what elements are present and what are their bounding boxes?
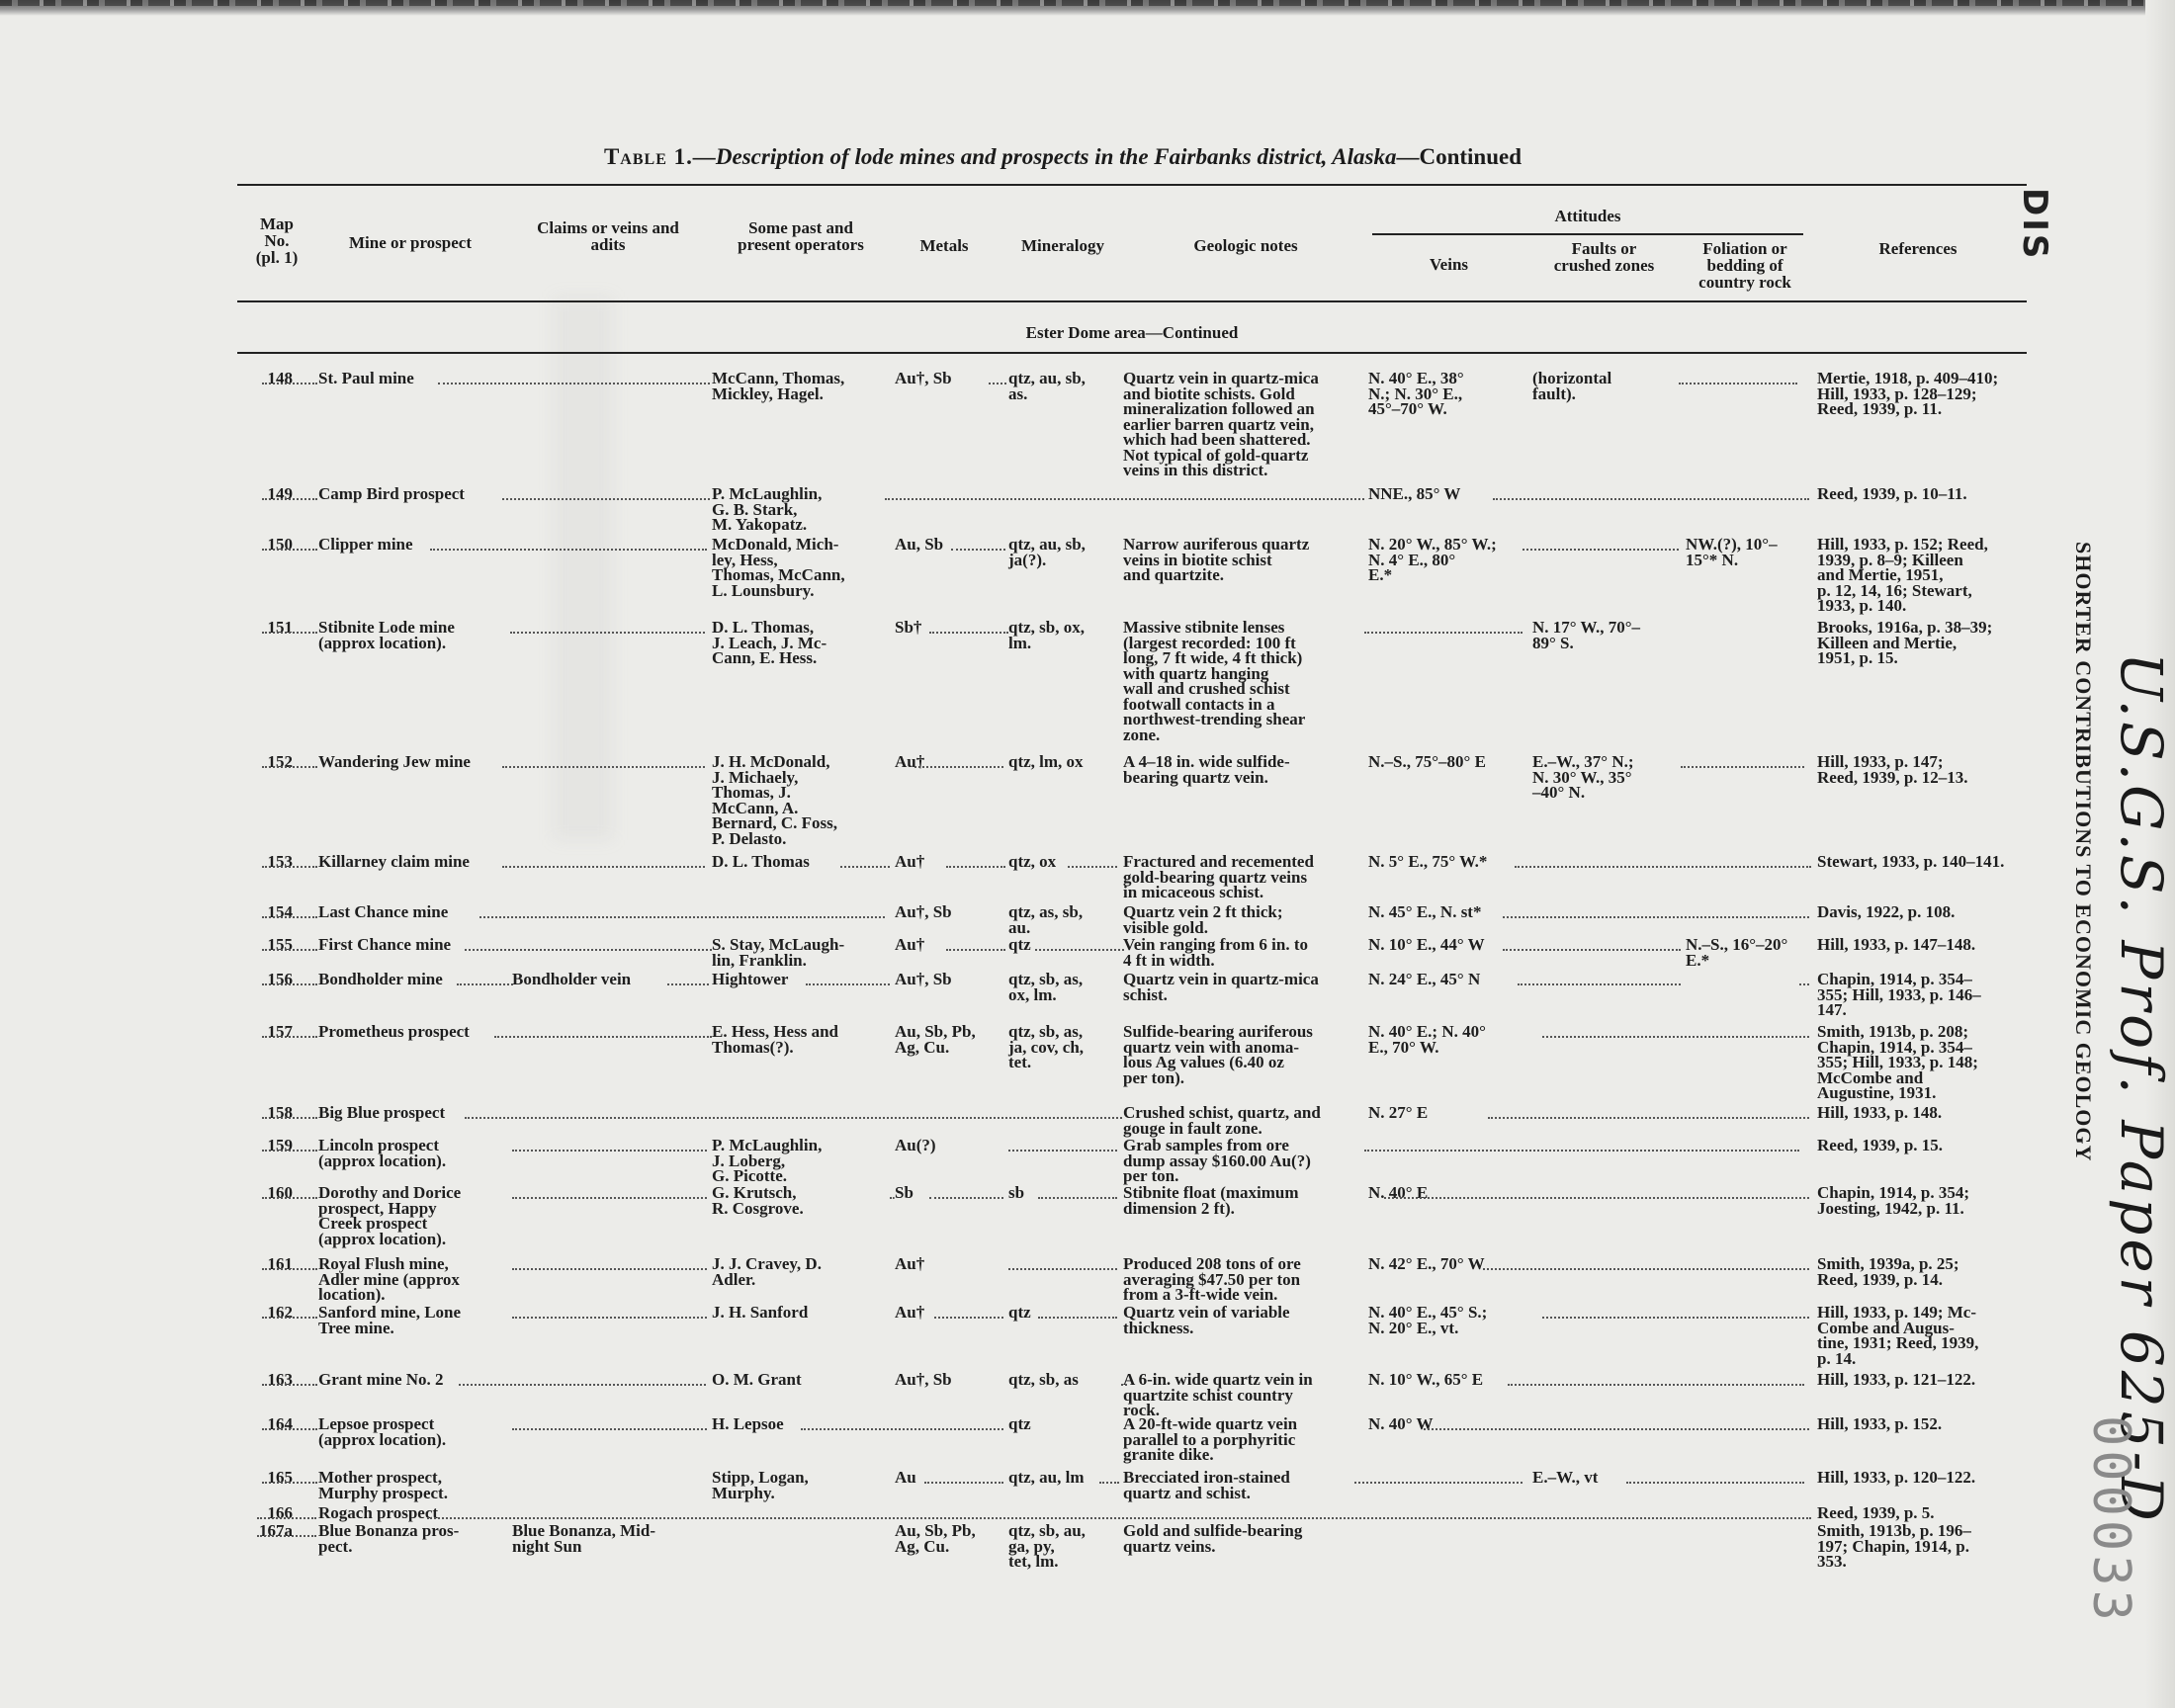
dot-leader xyxy=(502,498,710,500)
dot-leader xyxy=(1038,1197,1117,1199)
cell-mineralogy: qtz, sb, as, ja, cov, ch, tet. xyxy=(1008,1022,1085,1071)
dot-leader xyxy=(929,632,1008,634)
cell-refs: Hill, 1933, p. 148. xyxy=(1817,1103,1943,1122)
cell-refs: Reed, 1939, p. 10–11. xyxy=(1817,484,1967,503)
dot-leader xyxy=(1035,949,1124,951)
cell-operators: Stipp, Logan, Murphy. xyxy=(712,1468,809,1502)
header-claims: Claims or veins and adits xyxy=(537,218,679,254)
dot-leader xyxy=(262,949,317,951)
cell-veins: N. 27° E xyxy=(1368,1103,1429,1122)
cell-no: 156 xyxy=(267,970,293,988)
cell-metals: Au xyxy=(895,1468,916,1487)
table-row xyxy=(0,1022,2175,1102)
cell-metals: Au† xyxy=(895,752,925,771)
cell-operators: D. L. Thomas, J. Leach, J. Mc- Cann, E. Hess. xyxy=(712,618,827,667)
dot-leader xyxy=(262,1150,317,1152)
dot-leader xyxy=(1008,1268,1117,1270)
cell-operators: P. McLaughlin, J. Loberg, G. Picotte. xyxy=(712,1136,823,1185)
dot-leader xyxy=(1515,866,1811,868)
table-row xyxy=(0,1136,2175,1185)
cell-notes: Brecciated iron-stained quartz and schist. xyxy=(1123,1468,1290,1502)
dot-leader xyxy=(1679,383,1797,384)
cell-operators: O. M. Grant xyxy=(712,1370,802,1389)
table-row xyxy=(0,902,2175,937)
cell-veins: N. 40° E xyxy=(1368,1183,1429,1202)
table-row xyxy=(0,535,2175,615)
cell-mineralogy: qtz xyxy=(1008,1303,1031,1322)
dot-leader xyxy=(502,766,705,768)
cell-mineralogy: qtz, sb, as xyxy=(1008,1370,1079,1389)
table-title-prefix: Table 1. xyxy=(603,144,693,169)
dot-leader xyxy=(1008,1150,1117,1152)
dot-leader xyxy=(465,1117,1122,1119)
cell-notes: Vein ranging from 6 in. to 4 ft in width. xyxy=(1123,935,1309,970)
table-row xyxy=(0,1414,2175,1464)
cell-no: 148 xyxy=(267,369,293,387)
dot-leader xyxy=(262,1197,317,1199)
header-attitudes: Attitudes xyxy=(1554,207,1621,225)
cell-notes: Grab samples from ore dump assay $160.00 Au(?) per ton. xyxy=(1123,1136,1311,1185)
dot-leader xyxy=(1503,949,1681,951)
cell-refs: Hill, 1933, p. 152. xyxy=(1817,1414,1943,1433)
cell-metals: Au†, Sb xyxy=(895,369,952,387)
dot-leader xyxy=(494,1036,712,1038)
cell-veins: N. 40° E., 45° S.; N. 20° E., vt. xyxy=(1368,1303,1488,1337)
cell-metals: Au, Sb xyxy=(895,535,944,554)
cell-no: 158 xyxy=(267,1103,293,1122)
cell-refs: Brooks, 1916a, p. 38–39; Killeen and Mertie, 1951, p. 15. xyxy=(1817,618,1993,667)
cell-mine: Sanford mine, Lone Tree mine. xyxy=(318,1303,462,1337)
header-metals: Metals xyxy=(919,236,969,255)
cell-mineralogy: qtz, sb, ox, lm. xyxy=(1008,618,1085,652)
dot-leader xyxy=(262,549,317,551)
cell-refs: Hill, 1933, p. 149; Mc- Combe and Augus- tine, 1931; Reed, 1939, p. 14. xyxy=(1817,1303,1979,1368)
cell-refs: Stewart, 1933, p. 140–141. xyxy=(1817,852,2005,871)
cell-operators: Hightower xyxy=(712,970,789,988)
dot-leader xyxy=(510,632,705,634)
dot-leader xyxy=(929,1197,1003,1199)
dot-leader xyxy=(806,983,890,985)
dot-leader xyxy=(262,866,317,868)
table-row xyxy=(0,1183,2175,1248)
cell-veins: N. 45° E., N. st* xyxy=(1368,902,1482,921)
cell-mine: St. Paul mine xyxy=(318,369,414,387)
dot-leader xyxy=(1424,1428,1809,1430)
dot-leader xyxy=(512,1317,707,1319)
scan-edge-strip xyxy=(0,0,2175,16)
cell-mineralogy: qtz, as, sb, au. xyxy=(1008,902,1084,937)
cell-notes: Gold and sulfide-bearing quartz veins. xyxy=(1123,1521,1303,1556)
cell-notes: Sulfide-bearing auriferous quartz vein with anoma- lous Ag values (6.40 oz per ton). xyxy=(1123,1022,1313,1087)
dot-leader xyxy=(457,983,513,985)
dot-leader xyxy=(1508,1384,1804,1386)
header-geologic-notes: Geologic notes xyxy=(1193,236,1298,255)
dot-leader xyxy=(512,1268,707,1270)
handwritten-annotation: U.S.G.S. Prof. Paper 625-D xyxy=(2108,652,2175,1525)
dot-leader xyxy=(1626,1482,1804,1484)
cell-metals: Sb† xyxy=(895,618,922,637)
cell-mine: Camp Bird prospect xyxy=(318,484,465,503)
cell-no: 151 xyxy=(267,618,293,637)
cell-metals: Au, Sb, Pb, Ag, Cu. xyxy=(895,1521,976,1556)
cell-refs: Mertie, 1918, p. 409–410; Hill, 1933, p. 128–129; Reed, 1939, p. 11. xyxy=(1817,369,1999,418)
dot-leader xyxy=(914,766,1003,768)
cell-notes: Narrow auriferous quartz veins in biotite schist and quartzite. xyxy=(1123,535,1310,584)
cell-mine: Big Blue prospect xyxy=(318,1103,446,1122)
cell-mine: Dorothy and Dorice prospect, Happy Creek prospect (approx location). xyxy=(318,1183,462,1248)
dot-leader xyxy=(1354,1482,1522,1484)
cell-mineralogy: qtz xyxy=(1008,935,1031,954)
cell-metals: Au†, Sb xyxy=(895,1370,952,1389)
dot-leader xyxy=(459,1384,706,1386)
cell-mine: Blue Bonanza pros- pect. xyxy=(318,1521,460,1556)
cell-mineralogy: qtz, sb, au, ga, py, tet, lm. xyxy=(1008,1521,1086,1571)
cell-no: 153 xyxy=(267,852,293,871)
cell-veins: N. 10° W., 65° E xyxy=(1368,1370,1484,1389)
dot-leader xyxy=(479,916,885,918)
cell-notes: A 6-in. wide quartz vein in quartzite schist country rock. xyxy=(1123,1370,1313,1419)
dot-leader xyxy=(1483,1268,1809,1270)
attitudes-rule xyxy=(1372,233,1803,235)
dot-leader xyxy=(1542,1036,1809,1038)
dot-leader xyxy=(801,1428,1003,1430)
cell-no: 155 xyxy=(267,935,293,954)
cell-notes: Quartz vein in quartz-mica schist. xyxy=(1123,970,1319,1004)
header-operators: Some past and present operators xyxy=(738,218,864,254)
dot-leader xyxy=(438,383,710,384)
dot-leader xyxy=(1488,1117,1809,1119)
cell-refs: Smith, 1913b, p. 208; Chapin, 1914, p. 354– 355; Hill, 1933, p. 148; McCombe and Augustine, 1931. xyxy=(1817,1022,1978,1102)
cell-operators: G. Krutsch, R. Cosgrove. xyxy=(712,1183,804,1218)
cell-no: 154 xyxy=(267,902,293,921)
dot-leader xyxy=(262,498,317,500)
table-row xyxy=(0,484,2175,534)
cell-mine: Wandering Jew mine xyxy=(318,752,471,771)
cell-faults: N. 17° W., 70°– 89° S. xyxy=(1532,618,1641,652)
dot-leader xyxy=(1518,983,1681,985)
document-number-stamp: 000033 xyxy=(2081,1415,2140,1625)
cell-mineralogy: qtz, lm, ox xyxy=(1008,752,1084,771)
table-row xyxy=(0,369,2175,479)
dot-leader xyxy=(1121,1384,1127,1386)
cell-operators: S. Stay, McLaugh- lin, Franklin. xyxy=(712,935,845,970)
cell-metals: Au, Sb, Pb, Ag, Cu. xyxy=(895,1022,976,1057)
cell-refs: Reed, 1939, p. 15. xyxy=(1817,1136,1944,1154)
cell-refs: Hill, 1933, p. 147; Reed, 1939, p. 12–13. xyxy=(1817,752,1968,787)
table-row xyxy=(0,1303,2175,1368)
table-row xyxy=(0,1521,2175,1571)
dot-leader xyxy=(262,1428,317,1430)
cell-operators: D. L. Thomas xyxy=(712,852,810,871)
cell-no: 159 xyxy=(267,1136,293,1154)
running-head: SHORTER CONTRIBUTIONS TO ECONOMIC GEOLOGY xyxy=(2071,542,2096,1162)
cell-mine: Royal Flush mine, Adler mine (approx location). xyxy=(318,1254,460,1304)
cell-notes: Produced 208 tons of ore averaging $47.50 per ton from a 3-ft-wide vein. xyxy=(1123,1254,1301,1304)
dot-leader xyxy=(989,383,1006,384)
cell-notes: Quartz vein of variable thickness. xyxy=(1123,1303,1290,1337)
cell-mine: Stibnite Lode mine (approx location). xyxy=(318,618,455,652)
cell-mineralogy: qtz, sb, as, ox, lm. xyxy=(1008,970,1084,1004)
dot-leader xyxy=(512,1150,707,1152)
cell-mineralogy: qtz xyxy=(1008,1414,1031,1433)
table-row xyxy=(0,1254,2175,1304)
cell-veins: N. 40° E.; N. 40° E., 70° W. xyxy=(1368,1022,1486,1057)
cell-refs: Smith, 1939a, p. 25; Reed, 1939, p. 14. xyxy=(1817,1254,1959,1289)
dot-leader xyxy=(427,1517,1811,1519)
dot-leader xyxy=(890,1197,895,1199)
cell-operators: McDonald, Mich- ley, Hess, Thomas, McCann, L. Lounsbury. xyxy=(712,535,845,600)
dot-leader xyxy=(1384,1197,1809,1199)
cell-metals: Au† xyxy=(895,935,925,954)
cell-refs: Smith, 1913b, p. 196– 197; Chapin, 1914, p. 353. xyxy=(1817,1521,1971,1571)
cell-no: 161 xyxy=(267,1254,293,1273)
dot-leader xyxy=(951,549,1005,551)
cell-mine: Rogach prospect xyxy=(318,1503,439,1522)
cell-mine: Bondholder mine xyxy=(318,970,443,988)
cell-notes: Quartz vein 2 ft thick; visible gold. xyxy=(1123,902,1283,937)
cell-no: 162 xyxy=(267,1303,293,1322)
cell-mine: Lepsoe prospect (approx location). xyxy=(318,1414,447,1449)
dot-leader xyxy=(1493,498,1809,500)
dot-leader xyxy=(262,383,317,384)
section-rule xyxy=(237,352,2027,354)
cell-mineralogy: qtz, au, lm xyxy=(1008,1468,1085,1487)
cell-operators: McCann, Thomas, Mickley, Hagel. xyxy=(712,369,845,403)
dot-leader xyxy=(512,1428,707,1430)
dot-leader xyxy=(1542,1317,1809,1319)
dot-leader xyxy=(257,1535,316,1537)
cell-mine: First Chance mine xyxy=(318,935,452,954)
dot-leader xyxy=(1099,1482,1119,1484)
cell-veins: N. 40° E., 38° N.; N. 30° E., 45°–70° W. xyxy=(1368,369,1464,418)
dot-leader xyxy=(840,866,890,868)
cell-operators: H. Lepsoe xyxy=(712,1414,784,1433)
dot-leader xyxy=(946,866,1005,868)
header-references: References xyxy=(1878,239,1958,258)
dot-leader xyxy=(262,1036,317,1038)
dot-leader xyxy=(262,1482,317,1484)
dot-leader xyxy=(946,949,1005,951)
header-foliation: Foliation or bedding of country rock xyxy=(1698,239,1791,292)
cell-no: 167a xyxy=(259,1521,293,1540)
cell-veins: N. 42° E., 70° W xyxy=(1368,1254,1485,1273)
header-bottom-rule xyxy=(237,300,2027,302)
dot-leader xyxy=(1503,916,1809,918)
table-title-suffix: —Continued xyxy=(1396,144,1522,169)
dot-leader xyxy=(512,1197,707,1199)
cell-refs: Davis, 1922, p. 108. xyxy=(1817,902,1956,921)
dot-leader xyxy=(262,632,317,634)
table-row xyxy=(0,1468,2175,1502)
cell-refs: Hill, 1933, p. 152; Reed, 1939, p. 8–9; Killeen and Mertie, 1951, p. 12, 14, 16; Stewart, 1933, p. 140. xyxy=(1817,535,1988,615)
table-row xyxy=(0,1503,2175,1522)
cell-metals: Au(?) xyxy=(895,1136,936,1154)
cell-operators: J. J. Cravey, D. Adler. xyxy=(712,1254,822,1289)
cell-mine: Lincoln prospect (approx location). xyxy=(318,1136,447,1170)
cell-mineralogy: qtz, au, sb, as. xyxy=(1008,369,1086,403)
cell-no: 157 xyxy=(267,1022,293,1041)
dot-leader xyxy=(924,1482,1003,1484)
cell-veins: NNE., 85° W xyxy=(1368,484,1461,503)
cell-refs: Chapin, 1914, p. 354; Joesting, 1942, p. 11. xyxy=(1817,1183,1969,1218)
dot-leader xyxy=(262,1117,317,1119)
cell-refs: Chapin, 1914, p. 354– 355; Hill, 1933, p. 146– 147. xyxy=(1817,970,1981,1019)
cell-notes: Stibnite float (maximum dimension 2 ft). xyxy=(1123,1183,1299,1218)
header-mine: Mine or prospect xyxy=(348,233,473,252)
dot-leader xyxy=(1038,1317,1117,1319)
table-title xyxy=(237,144,1888,170)
cell-mineralogy: sb xyxy=(1008,1183,1025,1202)
cell-foliation: NW.(?), 10°– 15°* N. xyxy=(1686,535,1778,569)
table-row xyxy=(0,618,2175,744)
dot-leader xyxy=(1364,632,1522,634)
cell-veins: N. 24° E., 45° N xyxy=(1368,970,1481,988)
cell-notes: A 4–18 in. wide sulfide- bearing quartz vein. xyxy=(1123,752,1290,787)
dis-stamp: DIS xyxy=(2015,188,2054,262)
dot-leader xyxy=(430,549,707,551)
table-row xyxy=(0,852,2175,901)
table-row xyxy=(0,752,2175,848)
cell-no: 152 xyxy=(267,752,293,771)
cell-refs: Hill, 1933, p. 120–122. xyxy=(1817,1468,1976,1487)
cell-faults: E.–W., 37° N.; N. 30° W., 35° –40° N. xyxy=(1532,752,1634,802)
header-faults: Faults or crushed zones xyxy=(1553,239,1655,275)
cell-veins: N. 10° E., 44° W xyxy=(1368,935,1485,954)
cell-mineralogy: qtz, ox xyxy=(1008,852,1057,871)
cell-refs: Reed, 1939, p. 5. xyxy=(1817,1503,1935,1522)
table-title-text: —Description of lode mines and prospects in the Fairbanks district, Alaska xyxy=(692,144,1397,169)
cell-claims: Blue Bonanza, Mid- night Sun xyxy=(512,1521,655,1556)
cell-metals: Au† xyxy=(895,1303,925,1322)
dot-leader xyxy=(1681,766,1804,768)
dot-leader xyxy=(262,766,317,768)
scan-smudge xyxy=(554,297,613,840)
cell-mine: Prometheus prospect xyxy=(318,1022,470,1041)
table-row xyxy=(0,970,2175,1019)
cell-veins: N.–S., 75°–80° E xyxy=(1368,752,1486,771)
cell-metals: Au†, Sb xyxy=(895,902,952,921)
dot-leader xyxy=(262,1317,317,1319)
cell-metals: Au† xyxy=(895,852,925,871)
cell-mine: Grant mine No. 2 xyxy=(318,1370,444,1389)
cell-veins: N. 20° W., 85° W.; N. 4° E., 80° E.* xyxy=(1368,535,1497,584)
cell-claims: Bondholder vein xyxy=(512,970,632,988)
dot-leader xyxy=(502,866,705,868)
cell-no: 164 xyxy=(267,1414,293,1433)
header-map-no: Map No. (pl. 1) xyxy=(255,214,299,267)
cell-metals: Au†, Sb xyxy=(895,970,952,988)
dot-leader xyxy=(465,949,712,951)
cell-no: 149 xyxy=(267,484,293,503)
cell-refs: Hill, 1933, p. 147–148. xyxy=(1817,935,1976,954)
cell-notes: A 20-ft-wide quartz vein parallel to a porphyritic granite dike. xyxy=(1123,1414,1298,1464)
cell-mineralogy: qtz, au, sb, ja(?). xyxy=(1008,535,1086,569)
cell-operators: J. H. McDonald, J. Michaely, Thomas, J. McCann, A. Bernard, C. Foss, P. Delasto. xyxy=(712,752,838,848)
dot-leader xyxy=(262,916,317,918)
cell-metals: Sb xyxy=(895,1183,914,1202)
cell-faults: E.–W., vt xyxy=(1532,1468,1599,1487)
dot-leader xyxy=(262,1268,317,1270)
cell-no: 165 xyxy=(267,1468,293,1487)
header-veins: Veins xyxy=(1429,255,1469,274)
cell-operators: J. H. Sanford xyxy=(712,1303,809,1322)
dot-leader xyxy=(934,1317,1003,1319)
cell-mine: Clipper mine xyxy=(318,535,413,554)
dot-leader xyxy=(1364,1150,1799,1152)
dot-leader xyxy=(262,1384,317,1386)
cell-metals: Au† xyxy=(895,1254,925,1273)
cell-mine: Killarney claim mine xyxy=(318,852,470,871)
cell-operators: P. McLaughlin, G. B. Stark, M. Yakopatz. xyxy=(712,484,823,534)
cell-mine: Mother prospect, Murphy prospect. xyxy=(318,1468,448,1502)
dot-leader xyxy=(1522,549,1679,551)
table-row xyxy=(0,935,2175,970)
cell-veins: N. 5° E., 75° W.* xyxy=(1368,852,1488,871)
cell-mine: Last Chance mine xyxy=(318,902,449,921)
cell-notes: Massive stibnite lenses (largest recorded: 100 ft long, 7 ft wide, 4 ft thick) with quartz hanging wall and crushed schist footwall contacts in a northwest-trending shear zone. xyxy=(1123,618,1306,744)
header-mineralogy: Mineralogy xyxy=(1020,236,1105,255)
cell-no: 166 xyxy=(267,1503,293,1522)
cell-refs: Hill, 1933, p. 121–122. xyxy=(1817,1370,1976,1389)
cell-notes: Fractured and recemented gold-bearing quartz veins in micaceous schist. xyxy=(1123,852,1314,901)
cell-notes: Crushed schist, quartz, and gouge in fault zone. xyxy=(1123,1103,1321,1138)
table-row xyxy=(0,1370,2175,1419)
cell-operators: E. Hess, Hess and Thomas(?). xyxy=(712,1022,838,1057)
dot-leader xyxy=(262,983,317,985)
section-heading: Ester Dome area—Continued xyxy=(1025,323,1239,342)
cell-faults: (horizontal fault). xyxy=(1532,369,1612,403)
dot-leader xyxy=(885,498,1364,500)
cell-veins: N. 40° W xyxy=(1368,1414,1434,1433)
dot-leader xyxy=(667,983,709,985)
table-row xyxy=(0,1103,2175,1138)
dot-leader xyxy=(1068,866,1117,868)
cell-no: 160 xyxy=(267,1183,293,1202)
cell-no: 150 xyxy=(267,535,293,554)
dot-leader xyxy=(1799,983,1809,985)
top-rule xyxy=(237,184,2027,186)
cell-foliation: N.–S., 16°–20° E.* xyxy=(1686,935,1788,970)
dot-leader xyxy=(257,1517,316,1519)
cell-notes: Quartz vein in quartz-mica and biotite schists. Gold mineralization followed an earlier barren quartz vein, which had been shattered. Not typical of gold-quartz veins in this district. xyxy=(1123,369,1319,479)
cell-no: 163 xyxy=(267,1370,293,1389)
